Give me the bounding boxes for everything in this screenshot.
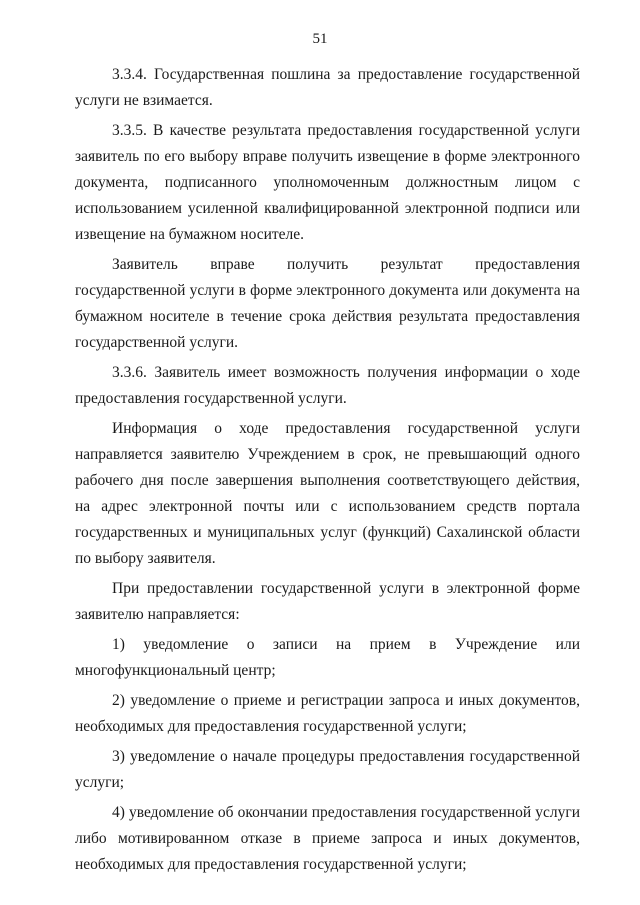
paragraph-3-3-4: 3.3.4. Государственная пошлина за предоставление государственной услуги не взимается. [75,66,580,109]
paragraph-electronic-notifications: При предоставлении государственной услуги в электронной форме заявителю направляется: [75,580,580,623]
paragraph-result-format: Заявитель вправе получить результат предоставления государственной услуги в форме электронного документа или документа на бумажном носителе в течение срока действия результата предоставления государственной услуги. [75,256,580,351]
page-number: 51 [312,31,328,47]
paragraph-3-3-5: 3.3.5. В качестве результата предоставления государственной услуги заявитель по его выбору вправе получить извещение в форме электронного документа, подписанного уполномоченным должностным лицом с использованием усиленной квалифицированной электронной подписи или извещение на бумажном носителе. [75,122,580,243]
list-item-2: 2) уведомление о приеме и регистрации запроса и иных документов, необходимых для предоставления государственной услуги; [75,692,580,735]
list-item-4: 4) уведомление об окончании предоставления государственной услуги либо мотивированном отказе в приеме запроса и иных документов, необходимых для предоставления государственной услуги; [75,804,580,873]
paragraph-3-3-6: 3.3.6. Заявитель имеет возможность получения информации о ходе предоставления государственной услуги. [75,364,580,407]
document-body [75,62,580,882]
list-item-3: 3) уведомление о начале процедуры предоставления государственной услуги; [75,748,580,791]
paragraph-progress-info: Информация о ходе предоставления государственной услуги направляется заявителю Учреждением в срок, не превышающий одного рабочего дня после завершения выполнения соответствующего действия, на адрес электронной почты или с использованием средств портала государственных и муниципальных услуг (функций) Сахалинской области по выбору заявителя. [75,420,580,567]
list-item-1: 1) уведомление о записи на прием в Учреждение или многофункциональный центр; [75,636,580,679]
